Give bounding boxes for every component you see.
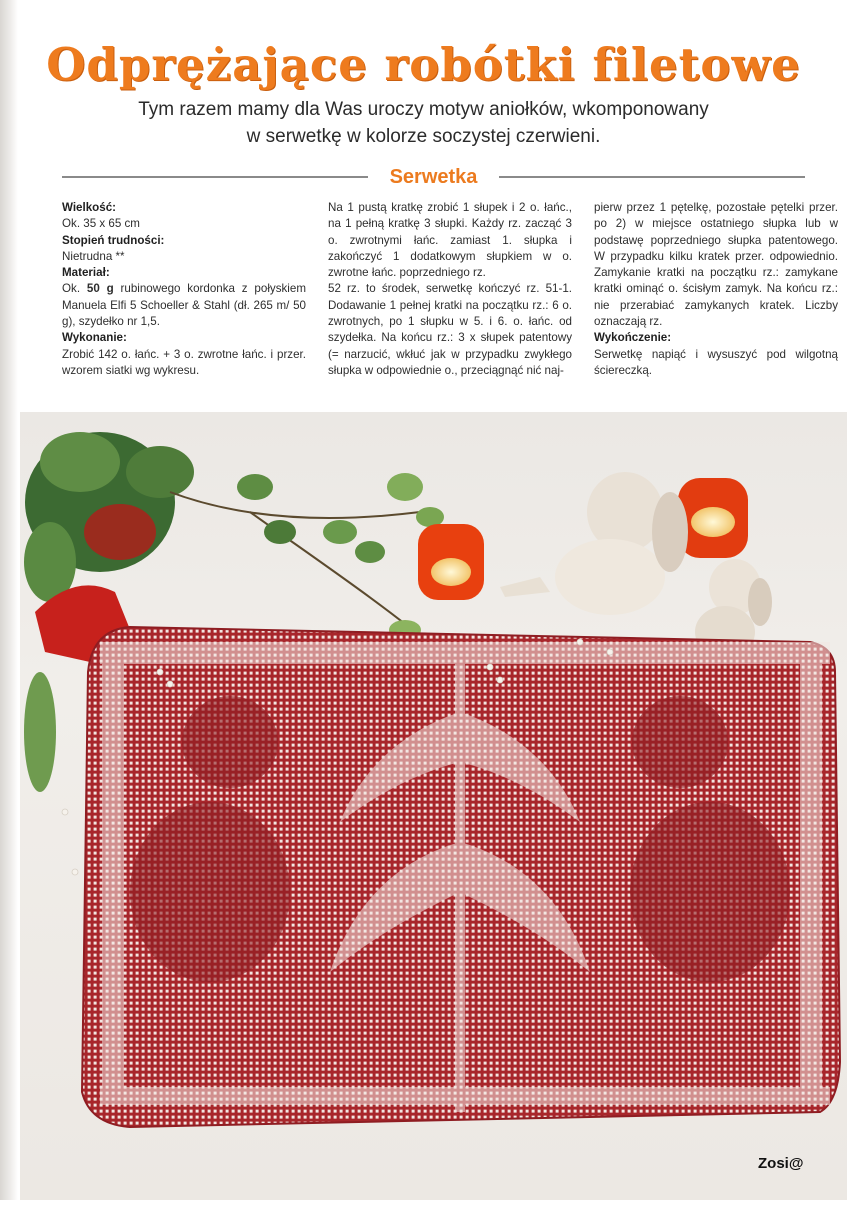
material-label: Materiał:	[62, 266, 110, 280]
instructions-columns	[62, 200, 838, 396]
candle-right	[678, 478, 748, 558]
section-rule-left	[62, 176, 368, 178]
finish-label: Wykończenie:	[594, 331, 672, 345]
filet-crochet-doily	[82, 627, 840, 1127]
watermark: Zosi@	[758, 1155, 804, 1172]
lead-line-2: w serwetkę w kolorze soczystej czerwieni.	[246, 126, 601, 147]
material-amount: 50 g	[86, 282, 114, 296]
section-title: Serwetka	[389, 165, 478, 188]
column-instructions-2	[328, 200, 572, 396]
page-title: Odprężające robótki filetowe	[46, 38, 801, 92]
candle-left	[418, 524, 484, 600]
column-instructions-3	[594, 200, 838, 396]
lead-line-1: Tym razem mamy dla Was uroczy motyw aniołków, wkomponowany	[138, 99, 709, 120]
section-header	[62, 162, 805, 192]
instructions-paragraph-1: Na 1 pustą kratkę zrobić 1 słupek i 2 o. łańc., na 1 pełną kratkę 3 słupki. Każdy rz. zacząć 3 o. zwrotnymi łańc. zamiast 1. słupka i zakończyć 1 dodatkowym słupkiem w o. zwrotne łańc. poprzedniego rz.	[328, 201, 572, 280]
execution-label: Wykonanie:	[62, 331, 127, 345]
lead-paragraph	[60, 96, 787, 150]
finish-text: Serwetkę napiąć i wysuszyć pod wilgotną ściereczką.	[594, 347, 838, 377]
material-value	[62, 281, 306, 330]
angel-figurine-large	[500, 472, 688, 615]
doily-photo-illustration	[20, 412, 847, 1200]
material-description: rubinowego kordonka z połyskiem Manuela Elfi 5 Schoeller & Stahl (dł. 265 m/ 50 g), szydełko nr 1,5.	[62, 282, 306, 329]
difficulty-value: Nietrudna **	[62, 249, 125, 263]
material-prefix: Ok.	[62, 282, 81, 296]
size-value: Ok. 35 x 65 cm	[62, 217, 140, 231]
execution-text: Zrobić 142 o. łańc. + 3 o. zwrotne łańc. i przer. wzorem siatki wg wykresu.	[62, 347, 306, 377]
instructions-paragraph-2: 52 rz. to środek, serwetkę kończyć rz. 51-1. Dodawanie 1 pełnej kratki na początku rz.: 6 o. zwrotnych, po 1 słupku w 5. i 6. o. łańc. od szydełka. Na końcu rz.: 3 x słupek patentowy (= narzucić, wkłuć jak w przypadku zwykłego słupka w odpowiednie o., przeciągnąć nić naj-	[328, 282, 572, 377]
page-binding-edge	[0, 0, 18, 1200]
doily-photo	[20, 412, 847, 1200]
difficulty-label: Stopień trudności:	[62, 233, 165, 247]
column-specs	[62, 200, 306, 396]
size-label: Wielkość:	[62, 201, 117, 214]
terracotta-pot	[84, 504, 156, 560]
instructions-paragraph-3: pierw przez 1 pętelkę, pozostałe pętelki przer. po 2) w miejsce ostatniego słupka lub w podstawę poprzedniego słupka patentowego. W przypadku kilku kratek przer. odpowiednio. Zamykanie kratki na początku rz.: zamykane kratki ominąć o. ścisłym zamyk. Na końcu rz.: nie przerabiać zamykanych kratek. Liczby oznaczają rz.	[594, 201, 838, 329]
section-rule-right	[499, 176, 805, 178]
